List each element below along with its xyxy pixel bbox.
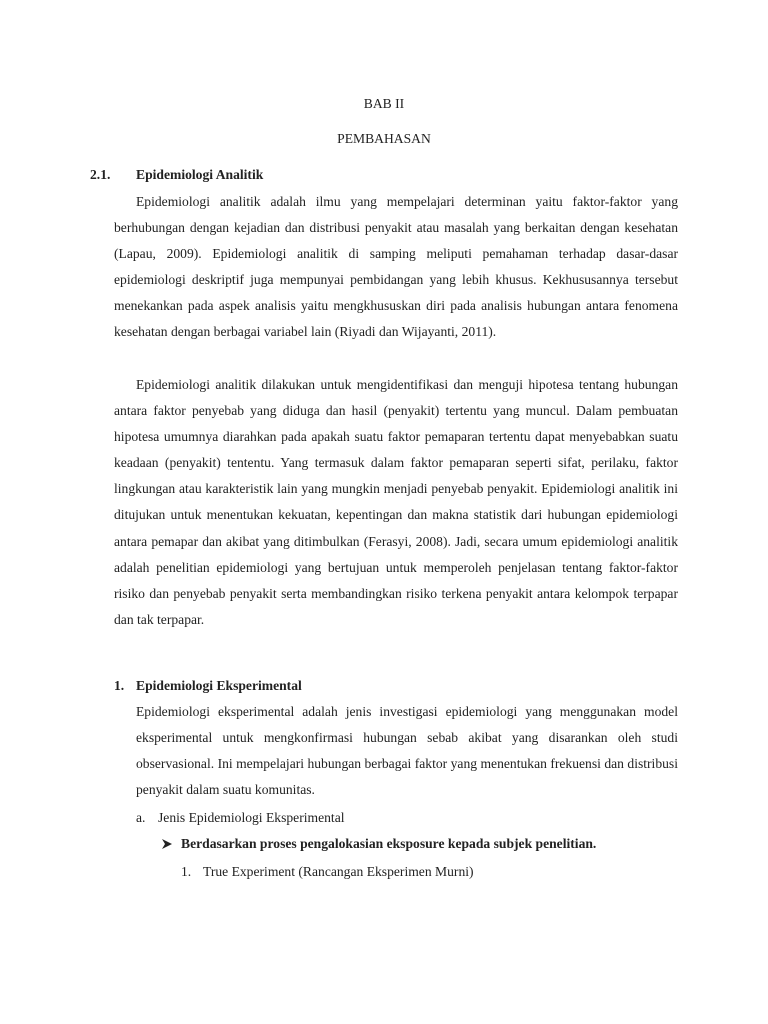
item-a-marker: a. bbox=[136, 810, 146, 825]
subsection-paragraph: Epidemiologi eksperimental adalah jenis investigasi epidemiologi yang menggunakan model eksperimental untuk mengkonfirmasi hubungan sebab akibat yang disarankan oleh studi observasional. Ini mempelajari hubungan berbagai faktor yang menentukan frekuensi dan distribusi penyakit dalam suatu komunitas. bbox=[136, 704, 678, 798]
section-paragraph-1: Epidemiologi analitik adalah ilmu yang mempelajari determinan yaitu faktor-faktor yang berhubungan dengan kejadian dan distribusi penyakit atau masalah yang berkaitan dengan kesehatan (Lapau, 2009). Epidemiologi analitik di samping meliputi pemahaman terhadap dasar-dasar epidemiologi deskriptif juga mempunyai pembidangan yang lebih khusus. Kekhususannya tersebut menekankan pada aspek analisis yaitu mengkhususkan diri pada analisis hubungan antara fenomena kesehatan dengan berbagai variabel lain (Riyadi dan Wijayanti, 2011). bbox=[114, 194, 678, 340]
section-paragraph-2: Epidemiologi analitik dilakukan untuk mengidentifikasi dan menguji hipotesa tentang hubungan antara faktor penyebab yang diduga dan hasil (penyakit) tertentu yang muncul. Dalam pembuatan hipotesa umumnya diarahkan pada apakah suatu faktor pemaparan tertentu dapat menyebabkan suatu keadaan (penyakit) tententu. Yang termasuk dalam faktor pemaparan seperti sifat, perilaku, faktor lingkungan atau karakteristik lain yang mungkin menjadi penyebab penyakit. Epidemiologi analitik ini ditujukan untuk menentukan kekuatan, kepentingan dan makna statistik dari hubungan epidemiologi antara pemapar dan akibat yang ditimbulkan (Ferasyi, 2008). Jadi, secara umum epidemiologi analitik adalah penelitian epidemiologi yang bertujuan untuk memperoleh penjelasan tentang faktor-faktor risiko dan penyebab penyakit serta membandingkan risiko terkena penyakit antara kelompok terpapar dan tak terpapar. bbox=[114, 377, 678, 627]
chapter-title: PEMBAHASAN bbox=[337, 131, 431, 146]
subsection-number: 1. bbox=[114, 678, 125, 693]
subsection-title: Epidemiologi Eksperimental bbox=[136, 678, 302, 693]
bullet-text: Berdasarkan proses pengalokasian eksposure kepada subjek penelitian. bbox=[181, 836, 597, 851]
section-title: Epidemiologi Analitik bbox=[136, 167, 264, 182]
item-1-text: True Experiment (Rancangan Eksperimen Murni) bbox=[203, 864, 474, 879]
chapter-label: BAB II bbox=[363, 96, 405, 111]
section-number: 2.1. bbox=[90, 167, 111, 182]
arrowhead-icon bbox=[161, 838, 173, 850]
item-1-marker: 1. bbox=[181, 864, 192, 879]
item-a-text: Jenis Epidemiologi Eksperimental bbox=[158, 810, 345, 825]
